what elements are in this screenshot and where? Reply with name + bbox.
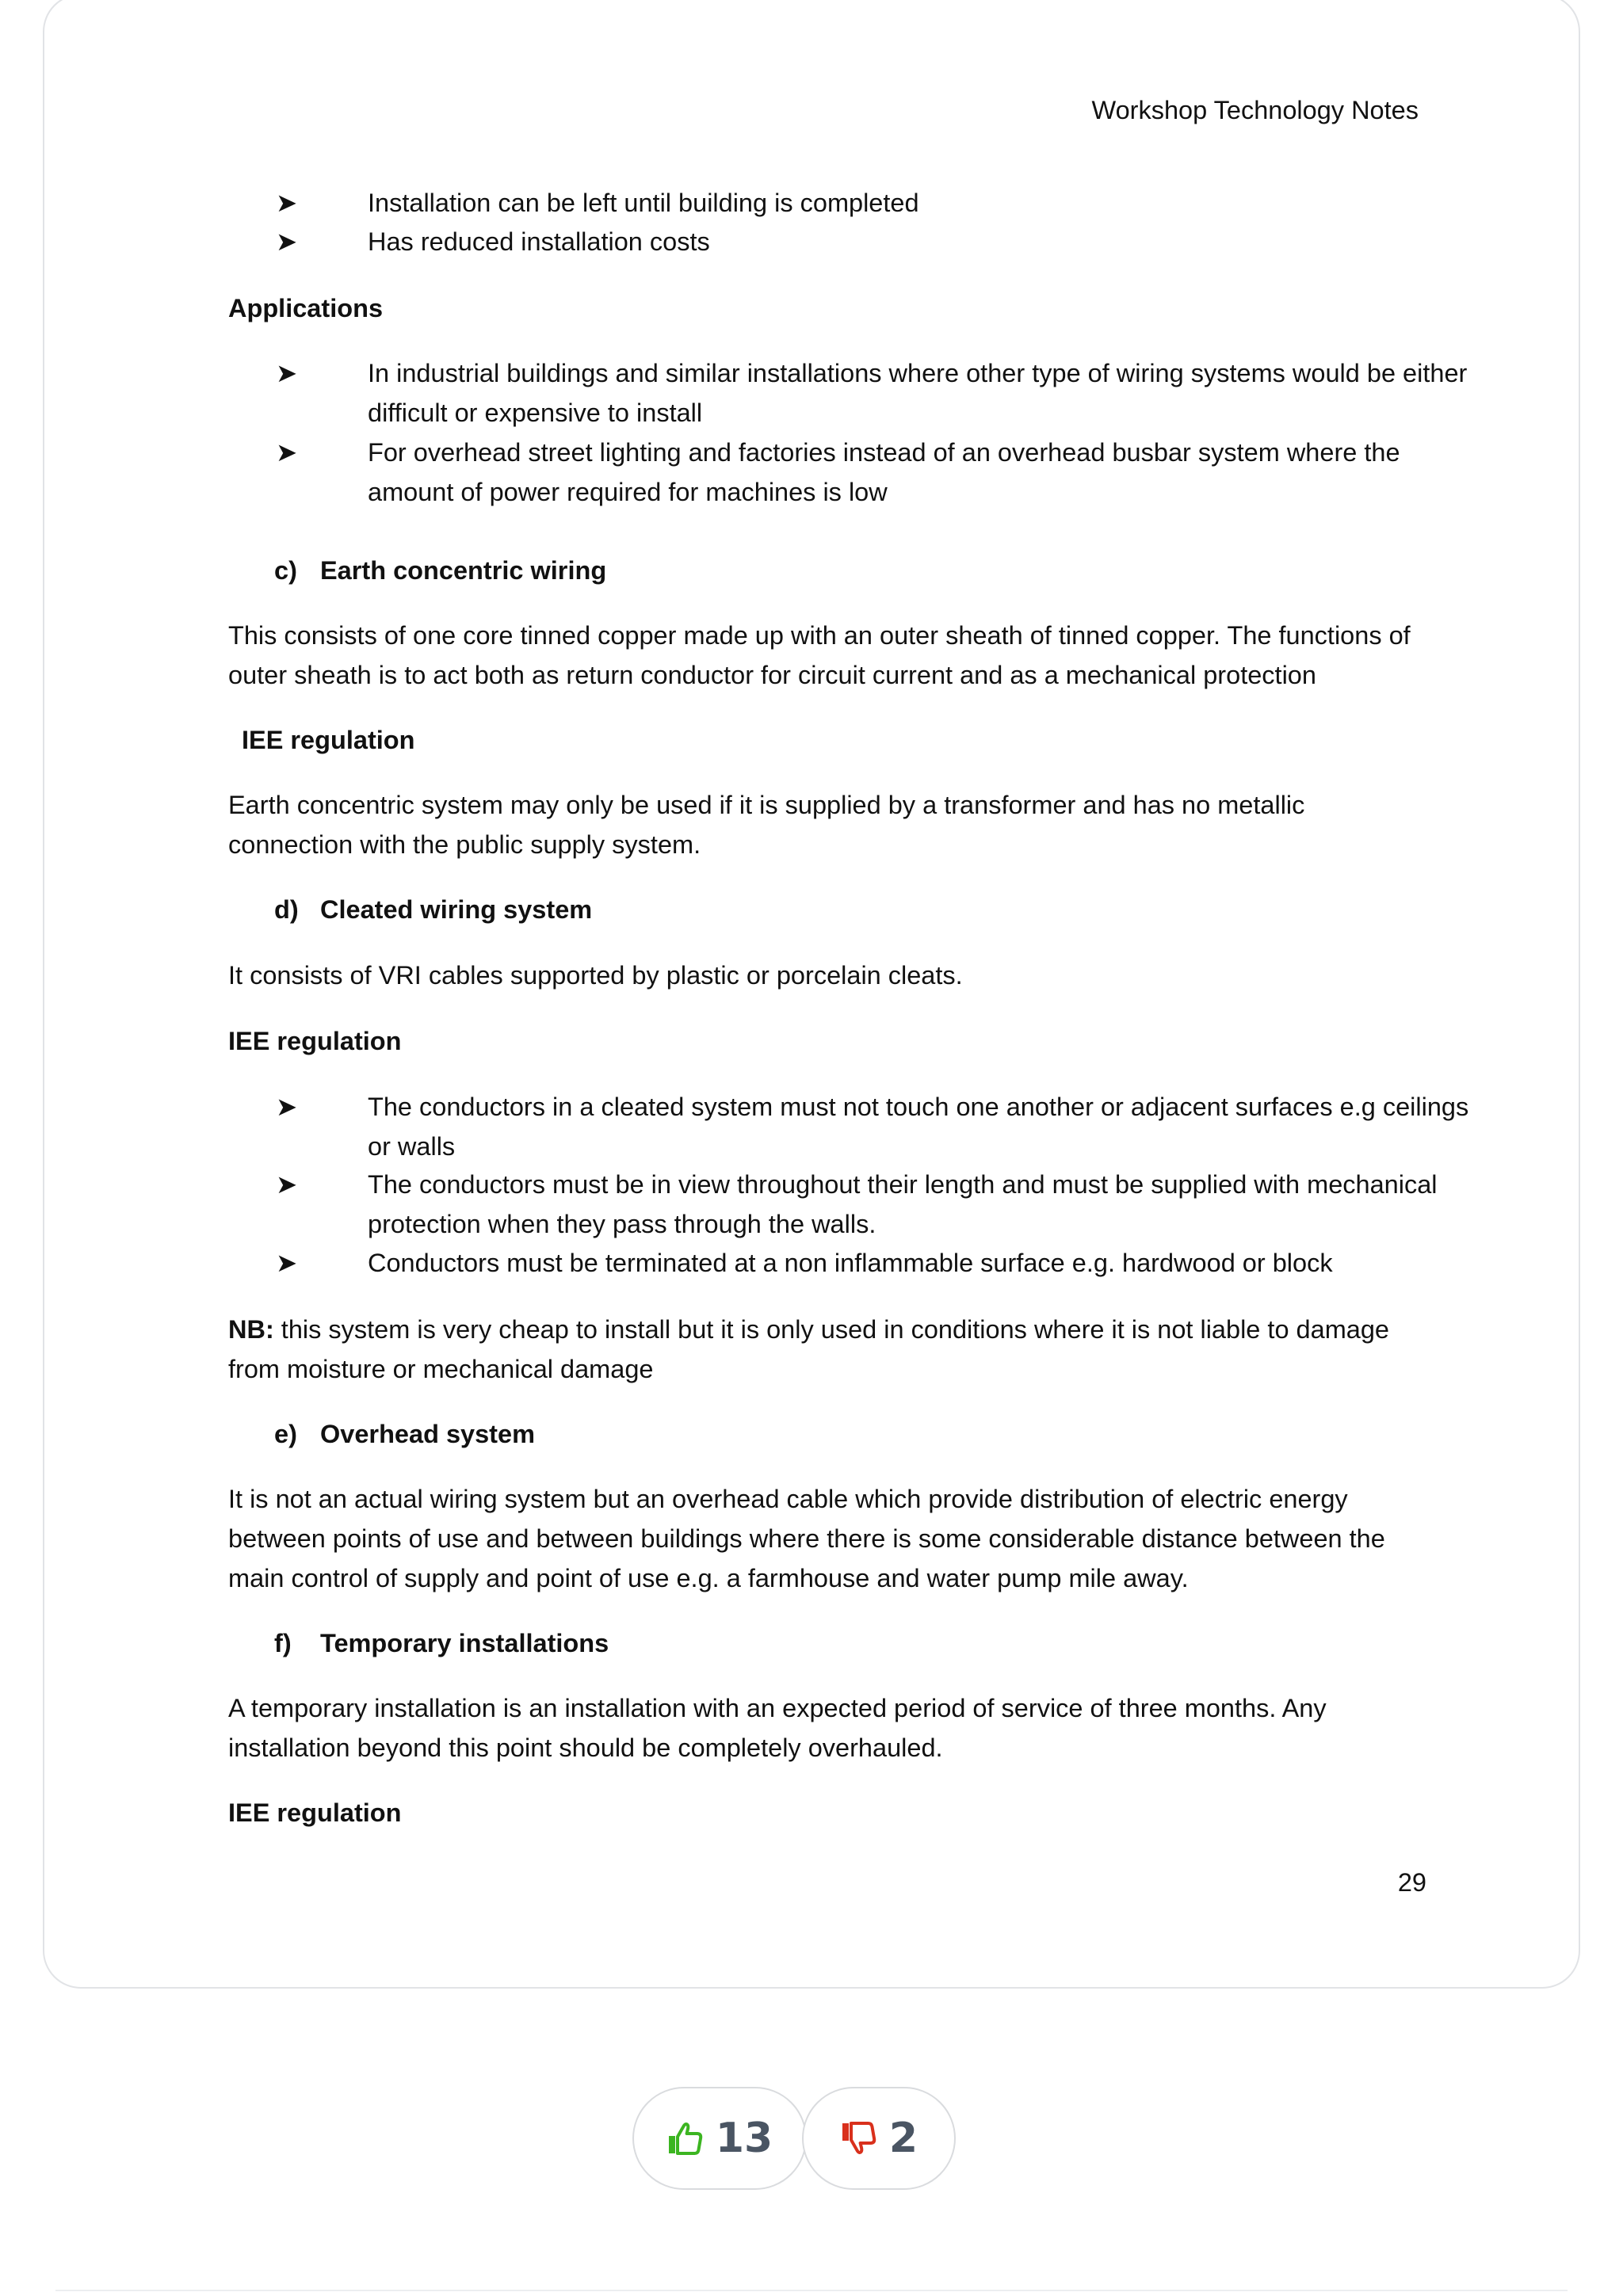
section-heading: c) Earth concentric wiring	[274, 556, 607, 585]
downvote-count: 2	[888, 2115, 918, 2162]
arrow-bullet-icon: ➤	[276, 1249, 298, 1277]
page-number: 29	[1397, 1868, 1426, 1897]
downvote-button[interactable]	[802, 2087, 956, 2190]
upvote-button[interactable]	[632, 2087, 807, 2190]
arrow-bullet-icon: ➤	[276, 438, 298, 467]
paragraph: Earth concentric system may only be used if it is supplied by a transformer and has no metallic connection with the public supply system.	[228, 791, 1305, 859]
regulation-heading: IEE regulation	[242, 726, 415, 754]
thumbs-down-icon	[840, 2120, 878, 2157]
nb-note: NB: this system is very cheap to install but it is only used in conditions where it is not liable to damage from moisture or mechanical damage	[228, 1315, 1389, 1383]
section-heading: e) Overhead system	[274, 1420, 535, 1448]
paragraph: It consists of VRI cables supported by plastic or porcelain cleats.	[228, 961, 963, 990]
vote-bar	[632, 2087, 956, 2193]
paragraph: It is not an actual wiring system but an overhead cable which provide distribution of electric energy between points of use and between buildings where there is some considerable distance between the main control of supply and point of use e.g. a farmhouse and water pump mile away.	[228, 1485, 1385, 1592]
regulation-heading: IEE regulation	[228, 1027, 402, 1055]
applications-heading: Applications	[228, 294, 384, 322]
arrow-bullet-icon: ➤	[276, 189, 298, 217]
arrow-bullet-icon: ➤	[276, 1170, 298, 1199]
paragraph: This consists of one core tinned copper made up with an outer sheath of tinned copper. The functions of outer sheath is to act both as return conductor for circuit current and as a mechanical protection	[228, 621, 1411, 689]
page-header-title: Workshop Technology Notes	[1091, 96, 1419, 124]
regulation-heading: IEE regulation	[228, 1798, 402, 1827]
thumbs-up-icon	[666, 2120, 705, 2157]
section-heading: f) Temporary installations	[274, 1629, 609, 1657]
upvote-count: 13	[715, 2115, 773, 2162]
divider	[55, 2290, 1568, 2291]
section-heading: d) Cleated wiring system	[274, 895, 593, 924]
arrow-bullet-icon: ➤	[276, 227, 298, 256]
paragraph: A temporary installation is an installation with an expected period of service of three months. Any installation beyond this point should be completely overhauled.	[228, 1694, 1327, 1762]
arrow-bullet-icon: ➤	[276, 1093, 298, 1121]
arrow-bullet-icon: ➤	[276, 359, 298, 387]
